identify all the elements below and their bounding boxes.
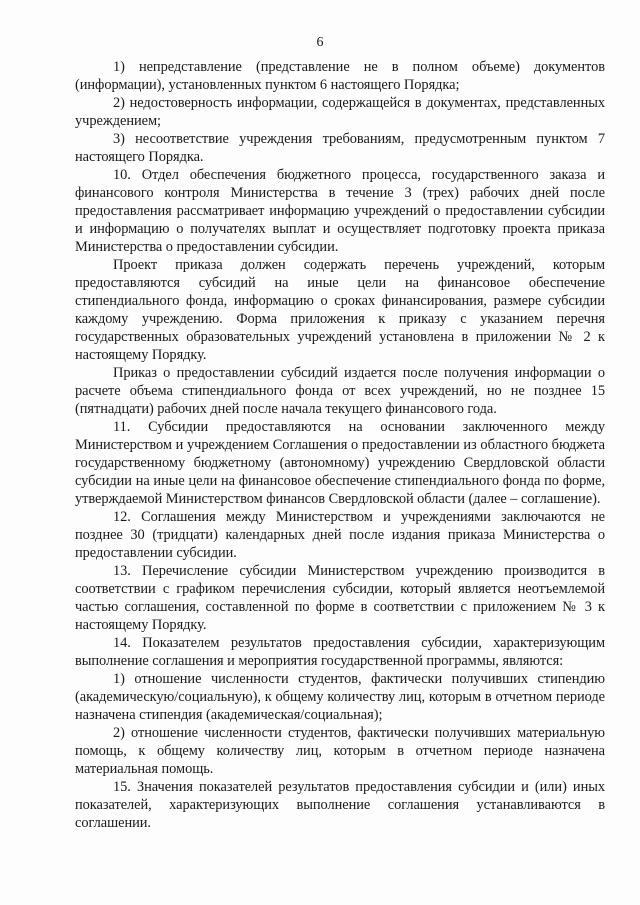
paragraph-indicator-2: 2) отношение численности студентов, фактически получивших материальную помощь, к общему количеству лиц, которым в отчетном периоде назначена материальная помощь. (75, 725, 605, 777)
paragraph-item-2: 2) недостоверность информации, содержащейся в документах, представленных учреждением; (75, 95, 605, 129)
paragraph-draft-order: Проект приказа должен содержать перечень учреждений, которым предоставляются субсидий на иные цели на финансовое обеспечение стипендиального фонда, информацию о сроках финансирования, размере субсидии каждому учреждению. Форма приложения к приказу с указанием перечня государственных образовательных учреждений установлена в приложении № 2 к настоящему Порядку. (75, 257, 605, 363)
paragraph-order-issue: Приказ о предоставлении субсидий издается после получения информации о расчете объема стипендиального фонда от всех учреждений, но не позднее 15 (пятнадцати) рабочих дней после начала текущего финансового года. (75, 365, 605, 417)
paragraph-10: 10. Отдел обеспечения бюджетного процесса, государственного заказа и финансового контроля Министерства в течение 3 (трех) рабочих дней после предоставления рассматривает информацию учреждений о предоставлении субсидии и информацию о получателях выплат и осуществляет подготовку проекта приказа Министерства о предоставлении субсидии. (75, 167, 605, 255)
paragraph-item-3: 3) несоответствие учреждения требованиям, предусмотренным пунктом 7 настоящего Порядка. (75, 131, 605, 165)
paragraph-14: 14. Показателем результатов предоставления субсидии, характеризующим выполнение соглашения и мероприятия государственной программы, являются: (75, 635, 605, 669)
paragraph-11: 11. Субсидии предоставляются на основании заключенного между Министерством и учреждением Соглашения о предоставлении из областного бюджета государственному бюджетному (автономному) учреждению Свердловской области субсидии на иные цели на финансовое обеспечение стипендиального фонда по форме, утверждаемой Министерством финансов Свердловской области (далее – соглашение). (75, 419, 605, 507)
paragraph-15: 15. Значения показателей результатов предоставления субсидии и (или) иных показателей, характеризующих выполнение соглашения устанавливаются в соглашении. (75, 779, 605, 831)
paragraph-item-1: 1) непредставление (представление не в полном объеме) документов (информации), установленных пунктом 6 настоящего Порядка; (75, 59, 605, 93)
document-body (75, 58, 605, 832)
page-number: 6 (316, 35, 324, 50)
paragraph-12: 12. Соглашения между Министерством и учреждениями заключаются не позднее 30 (тридцати) календарных дней после издания приказа Министерства о предоставлении субсидии. (75, 509, 605, 561)
paragraph-indicator-1: 1) отношение численности студентов, фактически получивших стипендию (академическую/социальную), к общему количеству лиц, которым в отчетном периоде назначена стипендия (академическая/социальная); (75, 671, 605, 723)
paragraph-13: 13. Перечисление субсидии Министерством учреждению производится в соответствии с графиком перечисления субсидии, который является неотъемлемой частью соглашения, составленной по форме в соответствии с приложением № 3 к настоящему Порядку. (75, 563, 605, 633)
